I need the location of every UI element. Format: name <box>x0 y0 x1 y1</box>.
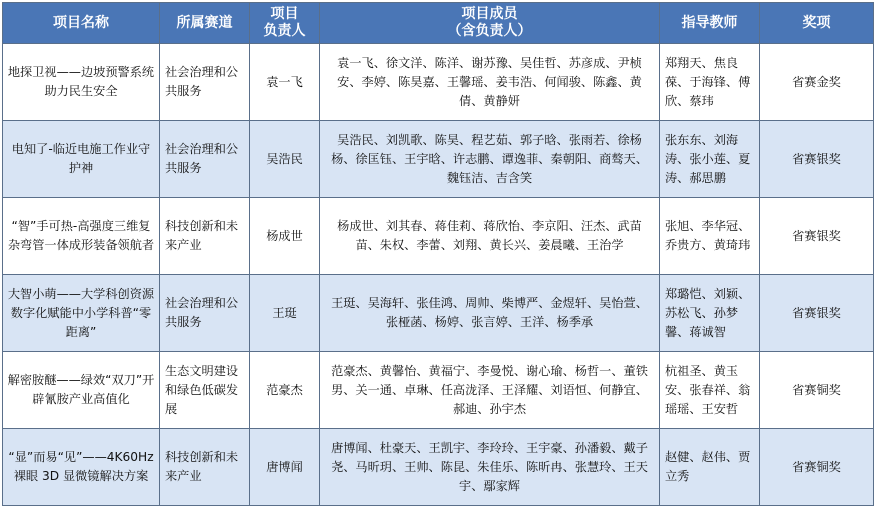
header-leader <box>250 3 320 44</box>
project-name-cell: 解密胺醚——绿效“双刀”开辟氰胺产业高值化 <box>3 352 160 429</box>
leader-cell: 杨成世 <box>250 198 320 275</box>
table-row <box>3 429 874 506</box>
header-members-line2: （含负责人） <box>447 23 532 39</box>
advisor-cell: 郑璐恺、刘颖、苏松飞、孙梦馨、蒋诚智 <box>660 275 760 352</box>
header-members-line1: 项目成员 <box>461 6 518 22</box>
project-name-cell: 电知了-临近电施工作业守护神 <box>3 121 160 198</box>
table-row <box>3 121 874 198</box>
members-cell: 吴浩民、刘凯歌、陈昊、程艺茹、郭子晗、张雨若、徐杨杨、徐匡钰、王宇晗、许志鹏、谭逸菲、秦朝阳、商骜天、魏钰洁、吉含笑 <box>320 121 660 198</box>
header-leader-line2: 负责人 <box>263 23 306 39</box>
advisor-cell: 郑翔天、焦良葆、于海锋、傅欣、蔡玮 <box>660 44 760 121</box>
members-cell: 王珽、吴海轩、张佳鸿、周帅、柴博严、金煜轩、吴怡萱、张桠菡、杨婷、张言婷、王洋、杨季承 <box>320 275 660 352</box>
header-track: 所属赛道 <box>160 3 250 44</box>
members-cell: 袁一飞、徐文洋、陈洋、谢苏豫、吴佳哲、苏彦成、尹桢安、李婷、陈昊嘉、王馨瑶、姜韦浩、何闻骏、陈鑫、黄倩、黄静妍 <box>320 44 660 121</box>
awards-table <box>2 2 874 506</box>
track-cell: 社会治理和公共服务 <box>160 121 250 198</box>
table-row <box>3 198 874 275</box>
leader-cell: 范豪杰 <box>250 352 320 429</box>
award-cell: 省赛银奖 <box>760 275 874 352</box>
header-project-name: 项目名称 <box>3 3 160 44</box>
track-cell: 社会治理和公共服务 <box>160 275 250 352</box>
advisor-cell: 赵健、赵伟、贾立秀 <box>660 429 760 506</box>
header-advisor: 指导教师 <box>660 3 760 44</box>
track-cell: 科技创新和未来产业 <box>160 198 250 275</box>
members-cell: 范豪杰、黄馨怡、黄福宁、李曼悦、谢心瑜、杨哲一、董铁男、关一通、卓琳、任高泷泽、王泽耀、刘语恒、何静宜、郝迪、孙宇杰 <box>320 352 660 429</box>
leader-cell: 王珽 <box>250 275 320 352</box>
award-cell: 省赛银奖 <box>760 121 874 198</box>
track-cell: 生态文明建设和绿色低碳发展 <box>160 352 250 429</box>
track-cell: 科技创新和未来产业 <box>160 429 250 506</box>
members-cell: 杨成世、刘其春、蒋佳莉、蒋欣怡、李京阳、汪杰、武苗苗、朱权、李蕾、刘翔、黄长兴、姜晨曦、王治学 <box>320 198 660 275</box>
award-cell: 省赛铜奖 <box>760 352 874 429</box>
award-cell: 省赛银奖 <box>760 198 874 275</box>
header-leader-line1: 项目 <box>270 6 299 22</box>
advisor-cell: 张东东、刘海涛、张小莲、夏涛、郝思鹏 <box>660 121 760 198</box>
project-name-cell: 地探卫视——边坡预警系统助力民生安全 <box>3 44 160 121</box>
header-row <box>3 3 874 44</box>
table-row <box>3 352 874 429</box>
advisor-cell: 杭祖圣、黄玉安、张春祥、翁瑶瑶、王安哲 <box>660 352 760 429</box>
leader-cell: 唐博闻 <box>250 429 320 506</box>
table-row <box>3 44 874 121</box>
award-cell: 省赛铜奖 <box>760 429 874 506</box>
project-name-cell: “智”手可热-高强度三维复杂弯管一体成形装备领航者 <box>3 198 160 275</box>
track-cell: 社会治理和公共服务 <box>160 44 250 121</box>
members-cell: 唐博闻、杜豪天、王凯宇、李玲玲、王宇豪、孙潘毅、戴子尧、马昕玥、王帅、陈昆、朱佳乐、陈昕冉、张慧玲、王天宇、鄢家辉 <box>320 429 660 506</box>
leader-cell: 吴浩民 <box>250 121 320 198</box>
leader-cell: 袁一飞 <box>250 44 320 121</box>
project-name-cell: 大智小萌——大学科创资源数字化赋能中小学科普“零距离” <box>3 275 160 352</box>
advisor-cell: 张旭、李华冠、乔贵方、黄琦玮 <box>660 198 760 275</box>
table-body <box>3 44 874 506</box>
project-name-cell: “显”而易“见”——4K60Hz 裸眼 3D 显微镜解决方案 <box>3 429 160 506</box>
award-cell: 省赛金奖 <box>760 44 874 121</box>
table-row <box>3 275 874 352</box>
header-members <box>320 3 660 44</box>
table-header <box>3 3 874 44</box>
header-award: 奖项 <box>760 3 874 44</box>
